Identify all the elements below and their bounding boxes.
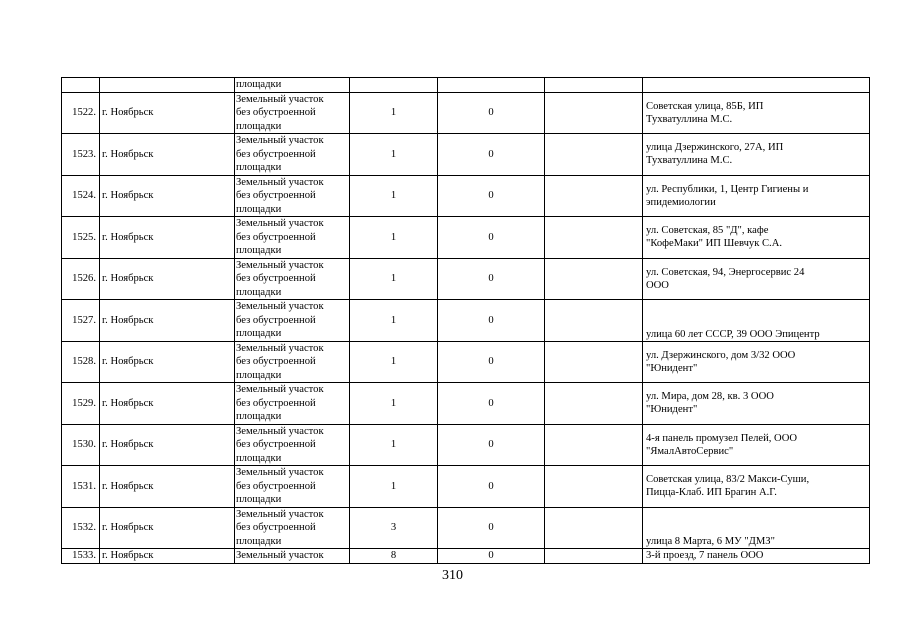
address-line: ул. Дзержинского, дом 3/32 ООО — [646, 349, 796, 361]
cell-qty: 1 — [350, 300, 438, 342]
address-line: "ЯмалАвтоСервис" — [646, 445, 734, 457]
cell-empty — [545, 78, 643, 93]
cell-num: 1526. — [62, 258, 100, 300]
address-line: "Юнидент" — [646, 404, 698, 416]
cell-zero: 0 — [438, 175, 545, 217]
type-line: без обустроенной — [236, 314, 316, 326]
table-row-fragment — [62, 78, 870, 93]
address-line: "Юнидент" — [646, 362, 698, 374]
type-line: Земельный участок — [236, 259, 324, 271]
cell-empty — [545, 217, 643, 259]
cell-zero: 0 — [438, 341, 545, 383]
cell-city: г. Ноябрьск — [100, 134, 235, 176]
cell-qty: 1 — [350, 92, 438, 134]
address-line: ул. Советская, 94, Энергосервис 24 — [646, 266, 805, 278]
cell-city: г. Ноябрьск — [100, 466, 235, 508]
type-line: без обустроенной — [236, 148, 316, 160]
table-row — [62, 300, 870, 342]
address-line: улица 8 Марта, 6 МУ "ДМЗ" — [646, 536, 775, 547]
cell-address — [643, 507, 870, 549]
address-line: улица 60 лет СССР, 39 ООО Эпицентр — [646, 328, 820, 340]
type-line: площадки — [236, 286, 282, 298]
type-line: без обустроенной — [236, 107, 316, 118]
table-row — [62, 424, 870, 466]
type-line: Земельный участок — [236, 218, 324, 229]
cell-city: г. Ноябрьск — [100, 92, 235, 134]
cell-qty: 8 — [350, 549, 438, 564]
cell-zero: 0 — [438, 258, 545, 300]
address-line: Советская улица, 85Б, ИП — [646, 100, 764, 112]
type-line: без обустроенной — [236, 480, 316, 492]
cell-address — [643, 424, 870, 466]
cell-type — [235, 549, 350, 564]
cell-type — [235, 78, 350, 93]
address-line: Советская улица, 83/2 Макси-Суши, — [646, 474, 810, 486]
address-line: 3-й проезд, 7 панель ООО — [646, 550, 764, 561]
cell-city: г. Ноябрьск — [100, 341, 235, 383]
type-line: площадки — [236, 245, 282, 256]
cell-num: 1532. — [62, 507, 100, 549]
type-line: без обустроенной — [236, 273, 316, 284]
type-line: без обустроенной — [236, 190, 316, 201]
cell-address — [643, 300, 870, 342]
cell-num: 1533. — [62, 549, 100, 564]
cell-empty — [545, 92, 643, 134]
cell-type — [235, 217, 350, 259]
table-row — [62, 175, 870, 217]
cell-qty: 1 — [350, 258, 438, 300]
type-line: Земельный участок — [236, 135, 324, 146]
table-row — [62, 134, 870, 176]
cell-city: г. Ноябрьск — [100, 258, 235, 300]
cell-empty — [545, 466, 643, 508]
table-row — [62, 258, 870, 300]
type-line: Земельный участок — [236, 342, 324, 354]
type-line: Земельный участок — [236, 467, 324, 478]
cell-type — [235, 341, 350, 383]
cell-zero: 0 — [438, 300, 545, 342]
cell-zero: 0 — [438, 217, 545, 259]
cell-city: г. Ноябрьск — [100, 424, 235, 466]
document-table-container — [61, 77, 869, 564]
cell-qty: 1 — [350, 383, 438, 425]
cell-zero: 0 — [438, 134, 545, 176]
type-line: Земельный участок — [236, 384, 324, 395]
cell-empty — [545, 383, 643, 425]
cell-type — [235, 92, 350, 134]
cell-zero: 0 — [438, 383, 545, 425]
cell-type — [235, 383, 350, 425]
type-line: площадки — [236, 369, 282, 381]
cell-qty: 3 — [350, 507, 438, 549]
cell-type — [235, 466, 350, 508]
table-row — [62, 92, 870, 134]
type-line: без обустроенной — [236, 356, 316, 367]
cell-empty — [545, 258, 643, 300]
type-line: площадки — [236, 494, 282, 505]
cell-qty: 1 — [350, 466, 438, 508]
cell-city: г. Ноябрьск — [100, 175, 235, 217]
cell-type — [235, 424, 350, 466]
page-number: 310 — [442, 568, 463, 583]
cell-zero — [438, 78, 545, 93]
cell-type — [235, 175, 350, 217]
cell-type — [235, 258, 350, 300]
table-row — [62, 507, 870, 549]
cell-address — [643, 549, 870, 564]
cell-empty — [545, 341, 643, 383]
cell-type — [235, 134, 350, 176]
cell-num: 1522. — [62, 92, 100, 134]
table-row — [62, 383, 870, 425]
type-line: без обустроенной — [236, 397, 316, 409]
type-line: площадки — [236, 452, 282, 464]
cell-num: 1524. — [62, 175, 100, 217]
cell-address — [643, 175, 870, 217]
cell-empty — [545, 424, 643, 466]
cell-num — [62, 78, 100, 93]
cell-zero: 0 — [438, 507, 545, 549]
type-line: без обустроенной — [236, 439, 316, 450]
cell-address — [643, 78, 870, 93]
document-table — [61, 77, 870, 564]
table-row — [62, 341, 870, 383]
cell-city — [100, 78, 235, 93]
cell-num: 1527. — [62, 300, 100, 342]
type-line: Земельный участок — [236, 93, 324, 105]
cell-city: г. Ноябрьск — [100, 549, 235, 564]
address-line: улица Дзержинского, 27А, ИП — [646, 142, 784, 154]
cell-city: г. Ноябрьск — [100, 507, 235, 549]
cell-num: 1530. — [62, 424, 100, 466]
type-line: площадки — [236, 162, 282, 173]
cell-address — [643, 341, 870, 383]
cell-city: г. Ноябрьск — [100, 300, 235, 342]
cell-empty — [545, 134, 643, 176]
cell-qty: 1 — [350, 424, 438, 466]
table-row — [62, 217, 870, 259]
address-line: ул. Республики, 1, Центр Гигиены и — [646, 183, 809, 195]
address-line: "КофеМаки" ИП Шевчук С.А. — [646, 238, 783, 250]
address-line: Пицца-Клаб. ИП Брагин А.Г. — [646, 487, 777, 499]
cell-zero: 0 — [438, 466, 545, 508]
cell-empty — [545, 549, 643, 564]
cell-type — [235, 300, 350, 342]
cell-qty: 1 — [350, 217, 438, 259]
cell-empty — [545, 300, 643, 342]
address-line: 4-я панель промузел Пелей, ООО — [646, 432, 797, 444]
cell-city: г. Ноябрьск — [100, 383, 235, 425]
address-line: ул. Мира, дом 28, кв. 3 ООО — [646, 391, 774, 403]
cell-num: 1529. — [62, 383, 100, 425]
cell-num: 1531. — [62, 466, 100, 508]
address-line: эпидемиологии — [646, 196, 716, 208]
type-line: Земельный участок — [236, 550, 324, 561]
cell-qty: 1 — [350, 175, 438, 217]
type-line: площадки — [236, 328, 282, 339]
address-line: Тухватуллина М.С. — [646, 155, 733, 167]
cell-qty — [350, 78, 438, 93]
cell-address — [643, 466, 870, 508]
type-line: Земельный участок — [236, 176, 324, 188]
cell-address — [643, 92, 870, 134]
type-line: без обустроенной — [236, 231, 316, 243]
type-line: площадки — [236, 120, 282, 132]
cell-city: г. Ноябрьск — [100, 217, 235, 259]
cell-zero: 0 — [438, 92, 545, 134]
type-line: площадки — [236, 411, 282, 422]
address-line: ул. Советская, 85 "Д", кафе — [646, 225, 769, 237]
cell-num: 1523. — [62, 134, 100, 176]
cell-address — [643, 134, 870, 176]
address-line: ООО — [646, 279, 669, 291]
cell-type — [235, 507, 350, 549]
table-row — [62, 466, 870, 508]
cell-address — [643, 217, 870, 259]
cell-address — [643, 258, 870, 300]
cell-qty: 1 — [350, 341, 438, 383]
type-line: Земельный участок — [236, 301, 324, 312]
cell-empty — [545, 507, 643, 549]
cell-num: 1528. — [62, 341, 100, 383]
address-line: Тухватуллина М.С. — [646, 113, 733, 125]
type-line: Земельный участок — [236, 508, 324, 520]
type-line: площадки — [236, 79, 282, 90]
cell-empty — [545, 175, 643, 217]
table-row — [62, 549, 870, 564]
cell-zero: 0 — [438, 424, 545, 466]
type-line: без обустроенной — [236, 522, 316, 533]
cell-zero: 0 — [438, 549, 545, 564]
cell-qty: 1 — [350, 134, 438, 176]
type-line: площадки — [236, 203, 282, 215]
type-line: Земельный участок — [236, 425, 324, 437]
cell-num: 1525. — [62, 217, 100, 259]
cell-address — [643, 383, 870, 425]
type-line: площадки — [236, 535, 282, 547]
